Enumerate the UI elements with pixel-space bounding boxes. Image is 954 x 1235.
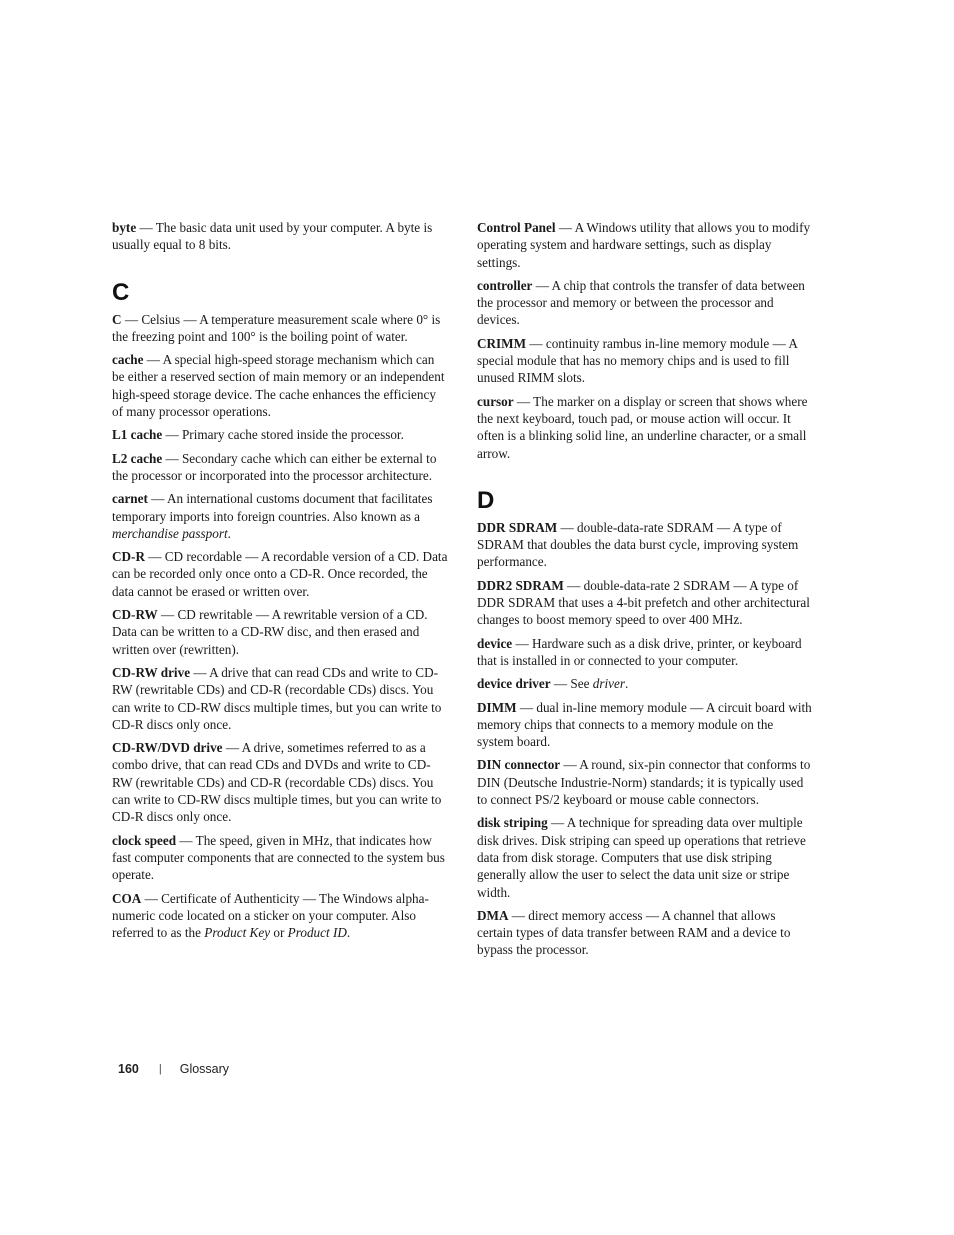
glossary-entry	[477, 335, 813, 387]
glossary-entry	[112, 311, 448, 346]
glossary-term: cursor	[477, 393, 514, 409]
left-column	[112, 219, 448, 947]
footer-separator: |	[158, 1063, 162, 1075]
glossary-definition: The speed, given in MHz, that indicates how fast computer components that are connected to the system bus operate.	[112, 832, 445, 883]
term-dash: —	[547, 815, 567, 831]
glossary-term: CRIMM	[477, 335, 527, 351]
glossary-definition: A special high-speed storage mechanism which can be either a reserved section of main memory or an independent high-speed storage device. The cache enhances the efficiency of many processor operations.	[112, 352, 445, 420]
glossary-term: controller	[477, 277, 533, 293]
glossary-entry	[477, 393, 813, 462]
glossary-term: DMA	[477, 907, 509, 923]
glossary-entry	[112, 606, 448, 658]
glossary-definition: Celsius — A temperature measurement scale where 0° is the freezing point and 100° is the boiling point of water.	[112, 311, 441, 344]
section-heading-c: C	[112, 278, 130, 306]
glossary-term: C	[112, 311, 122, 327]
glossary-term: clock speed	[112, 832, 177, 848]
glossary-definition: A drive that can read CDs and write to CD-RW (rewritable CDs) and CD-R (recordable CDs) discs. You can write to CD-RW discs multiple times, but you can write to CD-R discs only once.	[112, 664, 442, 732]
definition-end: .	[346, 925, 351, 941]
glossary-definition: Secondary cache which can either be external to the processor or incorporated into the processor architecture.	[112, 450, 437, 483]
glossary-definition: A chip that controls the transfer of data between the processor and memory or between the processor and devices.	[477, 277, 805, 328]
glossary-definition: continuity rambus in-line memory module — A special module that has no memory chips and is used to fill unused RIMM slots.	[477, 335, 798, 386]
glossary-term: CD-RW drive	[112, 664, 191, 680]
glossary-entry	[112, 739, 448, 825]
term-dash: —	[512, 635, 532, 651]
glossary-definition: direct memory access — A channel that allows certain types of data transfer between RAM and a device to bypass the processor.	[477, 907, 791, 958]
glossary-entry	[477, 699, 813, 751]
glossary-entry	[112, 490, 448, 542]
term-dash: —	[144, 549, 165, 565]
page-number: 160	[118, 1062, 139, 1076]
italic-term: driver	[592, 676, 625, 692]
glossary-term: DIMM	[477, 699, 517, 715]
glossary-definition: A technique for spreading data over multiple disk drives. Disk striping can speed up operations that retrieve data from disk storage. Computers that use disk striping generally allow the user to select the data unit size or stripe width.	[477, 815, 806, 900]
term-dash: —	[162, 450, 182, 466]
glossary-term: CD-R	[112, 549, 145, 565]
glossary-definition: See	[570, 676, 593, 692]
glossary-term: Control Panel	[477, 220, 556, 235]
glossary-entry	[112, 548, 448, 600]
glossary-term: byte	[112, 220, 137, 235]
glossary-definition: A Windows utility that allows you to modify operating system and hardware settings, such as display settings.	[477, 220, 811, 270]
term-dash: —	[550, 676, 571, 692]
term-dash: —	[176, 832, 196, 848]
page-footer	[118, 1062, 229, 1076]
glossary-term: device	[477, 635, 513, 651]
term-dash: —	[526, 335, 546, 351]
glossary-entry	[112, 664, 448, 733]
right-column	[477, 219, 813, 965]
term-dash: —	[141, 890, 162, 906]
term-dash: —	[147, 491, 167, 507]
term-dash: —	[222, 740, 242, 756]
glossary-definition: CD recordable — A recordable version of a CD. Data can be recorded only once onto a CD-R. Once recorded, the data cannot be erased or written over.	[112, 549, 448, 599]
glossary-term: DDR SDRAM	[477, 519, 558, 535]
glossary-entry	[112, 450, 448, 485]
glossary-definition: An international customs document that facilitates temporary imports into foreign countries. Also known as a	[112, 491, 433, 524]
glossary-definition: Primary cache stored inside the processor.	[181, 427, 404, 443]
glossary-entry	[477, 675, 813, 692]
glossary-definition: dual in-line memory module — A circuit board with memory chips that connects to a memory module on the system board.	[477, 699, 812, 750]
glossary-definition: CD rewritable — A rewritable version of a CD. Data can be written to a CD-RW disc, and then erased and written over (rewritten).	[112, 607, 428, 657]
glossary-entry	[477, 219, 813, 271]
glossary-term: CD-RW/DVD drive	[112, 740, 223, 756]
glossary-entry	[477, 814, 813, 900]
definition-end: .	[624, 676, 629, 692]
glossary-definition: A drive, sometimes referred to as a combo drive, that can read CDs and DVDs and write to CD-RW (rewritable CDs) and CD-R (recordable CDs) discs. You can write to CD-RW discs multiple times, but you can write to CD-R discs only once.	[112, 740, 442, 825]
glossary-definition: Hardware such as a disk drive, printer, or keyboard that is installed in or connected to your computer.	[477, 635, 802, 668]
glossary-entry	[477, 277, 813, 329]
glossary-entry	[112, 219, 448, 254]
glossary-entry	[112, 426, 448, 443]
term-dash: —	[560, 757, 580, 773]
term-dash: —	[162, 427, 182, 443]
definition-middle: or	[270, 925, 288, 941]
italic-term: merchandise passport	[112, 525, 228, 541]
glossary-term: L1 cache	[112, 427, 163, 443]
italic-term: Product Key	[204, 925, 271, 941]
term-dash: —	[563, 577, 584, 593]
glossary-entry	[477, 519, 813, 571]
glossary-definition: The marker on a display or screen that shows where the next keyboard, touch pad, or mouse action will occur. It often is a blinking solid line, an underline character, or a small arrow.	[477, 393, 808, 461]
glossary-entry	[477, 577, 813, 629]
glossary-term: DDR2 SDRAM	[477, 577, 564, 593]
term-dash: —	[555, 220, 575, 235]
glossary-entry	[477, 907, 813, 959]
glossary-definition: A round, six-pin connector that conforms to DIN (Deutsche Industrie-Norm) standards; it is typically used to connect PS/2 keyboard or mouse cable connectors.	[477, 757, 811, 808]
glossary-definition: Certificate of Authenticity — The Windows alpha-numeric code located on a sticker on your computer. Also referred to as the	[112, 890, 429, 941]
term-dash: —	[532, 277, 552, 293]
term-dash: —	[557, 519, 578, 535]
glossary-term: CD-RW	[112, 607, 158, 623]
footer-section-title: Glossary	[179, 1062, 230, 1076]
glossary-term: L2 cache	[112, 450, 163, 466]
term-dash: —	[508, 907, 529, 923]
term-dash: —	[143, 352, 163, 368]
term-dash: —	[190, 664, 210, 680]
italic-term: Product ID	[287, 925, 347, 941]
term-dash: —	[516, 699, 537, 715]
glossary-term: DIN connector	[477, 757, 561, 773]
glossary-entry	[477, 756, 813, 808]
term-dash: —	[121, 311, 142, 327]
glossary-term: carnet	[112, 491, 148, 507]
section-heading-d: D	[477, 486, 495, 514]
glossary-entry	[112, 351, 448, 420]
glossary-entry	[112, 832, 448, 884]
glossary-entry	[112, 890, 448, 942]
glossary-definition: The basic data unit used by your computer. A byte is usually equal to 8 bits.	[112, 220, 433, 253]
glossary-term: COA	[112, 890, 142, 906]
glossary-term: cache	[112, 352, 144, 368]
term-dash: —	[157, 607, 178, 623]
glossary-definition: double-data-rate 2 SDRAM — A type of DDR SDRAM that uses a 4-bit prefetch and other architectural changes to boost memory speed to over 400 MHz.	[477, 577, 810, 628]
term-dash: —	[513, 393, 534, 409]
definition-end: .	[227, 525, 231, 541]
glossary-term: disk striping	[477, 815, 548, 831]
glossary-entry	[477, 635, 813, 670]
term-dash: —	[136, 220, 156, 235]
glossary-definition: double-data-rate SDRAM — A type of SDRAM that doubles the data burst cycle, improving system performance.	[477, 519, 799, 570]
glossary-term: device driver	[477, 676, 551, 692]
